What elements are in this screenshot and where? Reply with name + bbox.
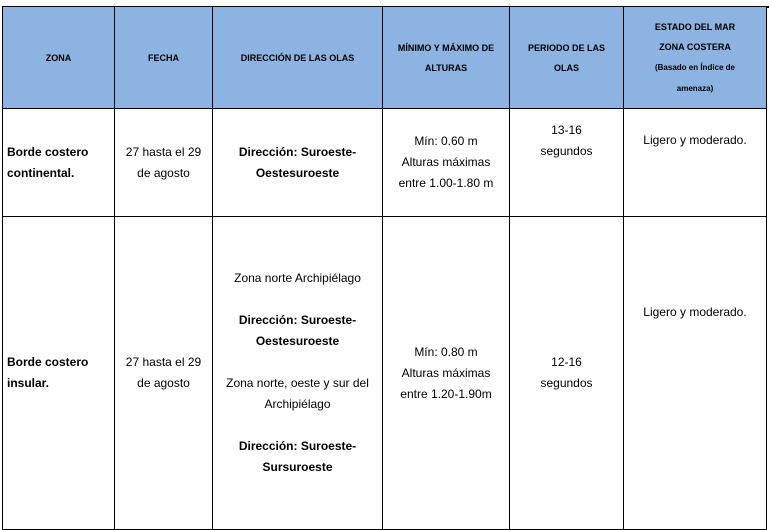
header-fecha-text: FECHA	[148, 52, 179, 63]
cell-direccion	[213, 217, 383, 530]
alturas-line1: Mín: 0.60 m	[414, 134, 478, 148]
header-alturas-line1: MÍNIMO Y MÁXIMO DE	[397, 42, 495, 53]
dir-b-line1: Dirección: Suroeste-	[238, 439, 357, 453]
direccion-line1: Dirección: Suroeste-	[238, 144, 357, 159]
header-estado-line2: ZONA COSTERA	[659, 41, 731, 52]
fecha-line2: de agosto	[137, 376, 190, 390]
periodo-line1: 12-16	[551, 355, 582, 369]
dir-b-label-line1: Zona norte, oeste y sur del	[226, 376, 369, 390]
cell-zona	[3, 109, 115, 217]
header-estado-line4: amenaza)	[676, 83, 714, 93]
alturas-line2: Alturas máximas	[401, 155, 491, 169]
header-zona	[3, 7, 115, 109]
cell-estado	[624, 109, 767, 217]
header-direccion	[213, 7, 383, 109]
cell-fecha	[115, 109, 213, 217]
alturas-line3: entre 1.20-1.90m	[400, 386, 492, 401]
header-fecha	[115, 7, 213, 109]
header-zona-text: ZONA	[45, 52, 72, 63]
fecha-line2: de agosto	[137, 165, 190, 180]
periodo-line2: segundos	[540, 376, 593, 390]
cell-alturas	[383, 217, 510, 530]
periodo-line2: segundos	[540, 144, 593, 158]
zona-line2: continental.	[7, 165, 75, 180]
header-periodo-line2: OLAS	[553, 62, 579, 73]
dir-a-line1: Dirección: Suroeste-	[238, 313, 357, 327]
marine-forecast-table	[2, 6, 767, 530]
header-alturas	[383, 7, 510, 109]
table-header	[3, 7, 767, 109]
header-periodo	[510, 7, 624, 109]
fecha-line1: 27 hasta el 29	[125, 355, 202, 369]
table-row	[3, 217, 767, 530]
table-body	[3, 109, 767, 530]
cell-periodo	[510, 217, 624, 530]
direccion-line2: Oestesuroeste	[255, 165, 340, 180]
cell-direccion	[213, 109, 383, 217]
zona-line2: insular.	[7, 376, 50, 390]
cell-fecha	[115, 217, 213, 530]
periodo-line1: 13-16	[551, 123, 582, 137]
cell-alturas	[383, 109, 510, 217]
header-row	[3, 7, 767, 109]
estado-text: Ligero y moderado.	[643, 133, 747, 147]
fecha-line1: 27 hasta el 29	[125, 144, 202, 159]
cell-periodo	[510, 109, 624, 217]
dir-b-line2: Sursuroeste	[262, 460, 333, 474]
header-alturas-line2: ALTURAS	[424, 62, 468, 73]
header-estado	[624, 7, 767, 109]
dir-a-line2: Oestesuroeste	[255, 334, 340, 348]
header-direccion-text: DIRECCIÓN DE LAS OLAS	[240, 52, 355, 63]
dir-a-label: Zona norte Archipiélago	[234, 271, 361, 285]
header-estado-line1: ESTADO DEL MAR	[654, 21, 736, 32]
zona-line1: Borde costero	[7, 144, 89, 159]
cell-zona	[3, 217, 115, 530]
estado-text: Ligero y moderado.	[643, 305, 747, 319]
header-periodo-line1: PERIODO DE LAS	[527, 42, 605, 53]
table-row	[3, 109, 767, 217]
cell-estado	[624, 217, 767, 530]
header-estado-line3: (Basado en Índice de	[654, 62, 736, 72]
zona-line1: Borde costero	[7, 355, 89, 369]
alturas-line2: Alturas máximas	[401, 365, 491, 380]
alturas-line1: Mín: 0.80 m	[414, 344, 478, 359]
dir-b-label-line2: Archipiélago	[264, 397, 331, 411]
alturas-line3: entre 1.00-1.80 m	[398, 176, 494, 190]
